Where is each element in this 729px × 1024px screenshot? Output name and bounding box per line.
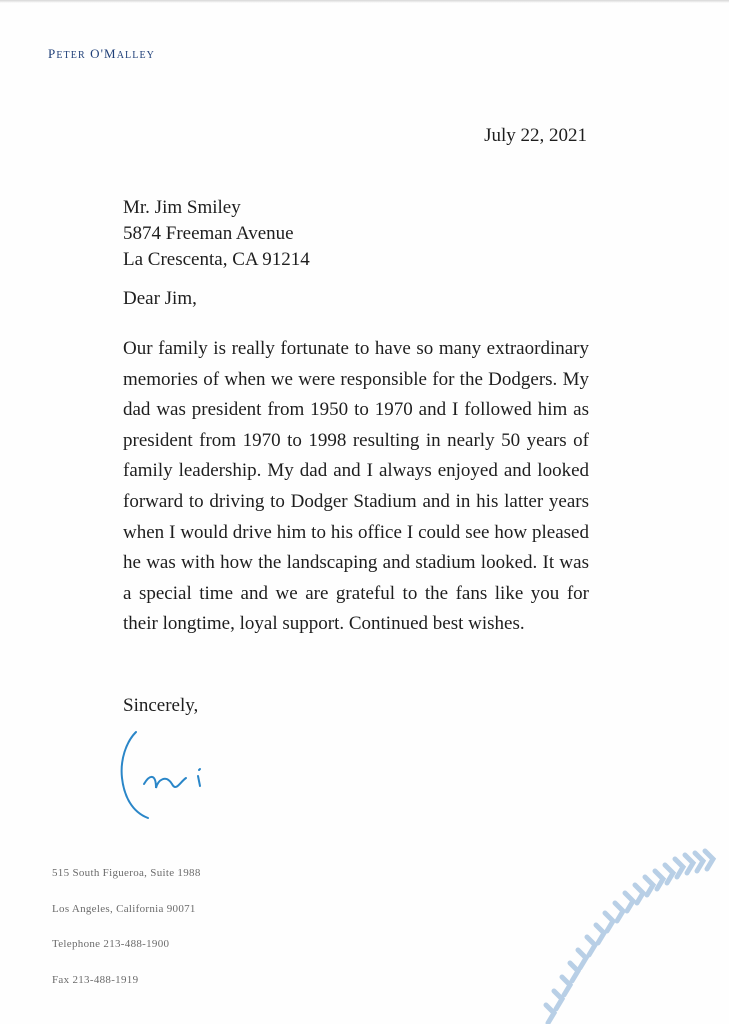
footer-address-line1: 515 South Figueroa, Suite 1988 <box>52 867 201 879</box>
recipient-address <box>123 195 310 273</box>
recipient-name: Mr. Jim Smiley <box>123 197 241 218</box>
signature-dot <box>199 769 200 770</box>
letterhead-name <box>48 46 155 62</box>
signature-mark <box>114 722 224 827</box>
signature-stroke-1 <box>122 732 148 818</box>
recipient-street: 5874 Freeman Avenue <box>123 223 294 244</box>
letterhead-last-rest: ALLEY <box>116 50 155 61</box>
paper-top-edge <box>0 0 729 3</box>
footer-fax: Fax 213-488-1919 <box>52 973 139 986</box>
footer-address-line2: Los Angeles, California 90071 <box>52 902 196 915</box>
footer-telephone: Telephone 213-488-1900 <box>52 938 170 950</box>
signature-stroke-2 <box>144 777 186 788</box>
stitch-row-1 <box>546 851 713 1023</box>
signature-stroke-3 <box>198 776 200 786</box>
recipient-city-state-zip: La Crescenta, CA 91214 <box>123 249 310 270</box>
footer-contact <box>52 867 201 1009</box>
letter-date: July 22, 2021 <box>484 125 587 146</box>
letterhead-first-rest: ETER <box>56 50 86 61</box>
closing: Sincerely, <box>123 695 199 716</box>
letterhead-initial-p: P <box>48 46 57 61</box>
letter-body: Our family is really fortunate to have so many extraordinary memories of when we were responsible for the Dodgers. My dad was president from 1950 to 1970 and I followed him as president from 1970 to 1998 resulting in nearly 50 years of family leadership. My dad and I always enjoyed and looked forward to driving to Dodger Stadium and in his latter years when I would drive him to his office I could see how pleased he was with how the landscaping and stadium looked. It was a special time and we are grateful to the fans like you for their longtime, loyal support. Continued best wishes. <box>123 338 589 635</box>
salutation: Dear Jim, <box>123 288 197 309</box>
letterhead-initial-om: O'M <box>90 46 117 61</box>
baseball-stitches-decoration <box>490 835 729 1024</box>
